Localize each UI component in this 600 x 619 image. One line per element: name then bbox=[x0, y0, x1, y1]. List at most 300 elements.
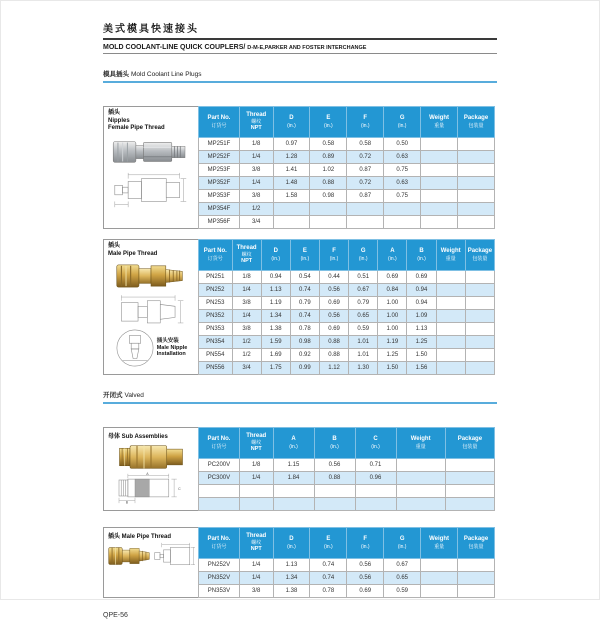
column-header-line: (in.) bbox=[388, 255, 397, 262]
column-header-line: (in.) bbox=[287, 543, 296, 550]
table-cell bbox=[465, 310, 494, 323]
table-cell bbox=[465, 336, 494, 349]
table-cell: 0.50 bbox=[384, 138, 421, 151]
male-pipe-image-cell bbox=[103, 239, 198, 375]
table-cell: 1.00 bbox=[378, 310, 407, 323]
table-cell: 0.69 bbox=[378, 271, 407, 284]
table-cell bbox=[458, 151, 495, 164]
table-cell: 0.63 bbox=[384, 177, 421, 190]
column-header-line: 订货号 bbox=[211, 443, 227, 450]
column-header-line: 订货号 bbox=[207, 255, 223, 262]
table-cell bbox=[421, 151, 458, 164]
table-cell: 1.59 bbox=[261, 336, 290, 349]
table-cell: 0.67 bbox=[349, 284, 378, 297]
table-cell: 0.59 bbox=[349, 323, 378, 336]
male-plug-photo bbox=[114, 260, 188, 292]
column-header-line: F bbox=[363, 115, 368, 122]
column-header-line: Thread bbox=[246, 532, 267, 539]
column-header-line: 螺纹 bbox=[241, 252, 252, 259]
table-cell bbox=[436, 284, 465, 297]
table-row bbox=[199, 310, 495, 323]
svg-text:B: B bbox=[125, 500, 129, 505]
table-cell: 0.56 bbox=[319, 310, 348, 323]
table-cell: 0.56 bbox=[314, 459, 355, 472]
table-cell bbox=[310, 216, 347, 229]
table-cell: 0.94 bbox=[407, 284, 436, 297]
table-cell: 0.51 bbox=[349, 271, 378, 284]
table-cell bbox=[465, 362, 494, 375]
table-cell bbox=[396, 485, 445, 498]
table-cell: 1.38 bbox=[273, 585, 310, 598]
table-cell: 1.56 bbox=[407, 362, 436, 375]
table-cell bbox=[465, 284, 494, 297]
table-cell: 0.98 bbox=[290, 336, 319, 349]
column-header-line: 重量 bbox=[445, 255, 456, 262]
sub-assemblies-image-cell bbox=[103, 427, 198, 511]
table-row bbox=[199, 151, 495, 164]
column-header-line: Part No. bbox=[207, 115, 231, 122]
table-cell: 0.69 bbox=[347, 585, 384, 598]
table-cell bbox=[355, 485, 396, 498]
male-plug-diagram bbox=[114, 293, 188, 327]
subtitle-divider bbox=[103, 53, 497, 54]
table-cell: PN253 bbox=[199, 297, 233, 310]
column-header-line: G bbox=[360, 248, 366, 255]
table-cell: 1.02 bbox=[310, 164, 347, 177]
table-row bbox=[199, 572, 495, 585]
table-cell: 3/4 bbox=[239, 216, 273, 229]
table-cell bbox=[458, 164, 495, 177]
column-header-line: G bbox=[399, 536, 405, 543]
column-header bbox=[436, 240, 465, 271]
column-header-line: 螺纹 bbox=[251, 119, 262, 126]
table-cell: 3/4 bbox=[232, 362, 261, 375]
table-cell: 0.67 bbox=[384, 559, 421, 572]
table-cell: 1.58 bbox=[273, 190, 310, 203]
table-cell: 0.72 bbox=[347, 151, 384, 164]
table-cell: 1.25 bbox=[407, 336, 436, 349]
page-number: QPE-56 bbox=[103, 612, 128, 619]
section-heading-valved bbox=[103, 390, 497, 399]
column-header bbox=[349, 240, 378, 271]
table-cell: 0.84 bbox=[378, 284, 407, 297]
table-cell: 0.94 bbox=[261, 271, 290, 284]
table-cell bbox=[421, 572, 458, 585]
table-row bbox=[199, 284, 495, 297]
installation-row bbox=[115, 328, 188, 368]
table-cell bbox=[436, 336, 465, 349]
column-header-line: A bbox=[291, 436, 296, 443]
table-cell: 1/8 bbox=[239, 138, 273, 151]
table-cell: 1/2 bbox=[232, 336, 261, 349]
valved-plug-photo bbox=[107, 544, 151, 568]
column-header-line: (in.) bbox=[330, 443, 339, 450]
column-header bbox=[199, 107, 240, 138]
table-cell bbox=[458, 138, 495, 151]
header-row bbox=[199, 428, 495, 459]
column-header-line: (in.) bbox=[417, 255, 426, 262]
column-header-line: Weight bbox=[410, 436, 431, 443]
table-cell bbox=[436, 271, 465, 284]
table-cell: 0.56 bbox=[347, 559, 384, 572]
table-cell bbox=[436, 310, 465, 323]
table-row bbox=[199, 485, 495, 498]
column-header-line: NPT bbox=[250, 125, 262, 132]
table-row bbox=[199, 216, 495, 229]
table-cell: 1.13 bbox=[273, 559, 310, 572]
column-header bbox=[239, 107, 273, 138]
column-header bbox=[347, 528, 384, 559]
table-cell bbox=[347, 203, 384, 216]
table-cell bbox=[314, 498, 355, 511]
column-header-line: (in.) bbox=[324, 543, 333, 550]
column-header bbox=[421, 528, 458, 559]
section-divider bbox=[103, 81, 497, 83]
column-header bbox=[310, 528, 347, 559]
table-cell: PN252 bbox=[199, 284, 233, 297]
label-line: 插头 Male Pipe Thread bbox=[108, 534, 172, 540]
table-cell bbox=[421, 138, 458, 151]
table-cell bbox=[421, 177, 458, 190]
column-header-line: NPT bbox=[250, 446, 262, 453]
table-cell: 1.00 bbox=[378, 323, 407, 336]
column-header bbox=[310, 107, 347, 138]
page-subtitle-secondary: D-M-E,PARKER AND FOSTER INTERCHANGE bbox=[247, 45, 367, 51]
column-header-line: 订货号 bbox=[211, 122, 227, 129]
table-cell: 1/2 bbox=[232, 349, 261, 362]
column-header-line: F bbox=[363, 536, 368, 543]
section-heading-en: Valved bbox=[124, 392, 144, 399]
column-header-line: Part No. bbox=[207, 536, 231, 543]
column-header-line: NPT bbox=[241, 258, 253, 265]
header-row bbox=[199, 528, 495, 559]
column-header-line: 包装量 bbox=[472, 255, 488, 262]
section-divider bbox=[103, 402, 497, 404]
table-cell: MP251F bbox=[199, 138, 240, 151]
table-cell: PC300V bbox=[199, 472, 240, 485]
column-header-line: Weight bbox=[440, 248, 461, 255]
table-cell: 1.15 bbox=[273, 459, 314, 472]
column-header bbox=[239, 428, 273, 459]
table-row bbox=[199, 138, 495, 151]
column-header-line: 螺纹 bbox=[251, 440, 262, 447]
product-block-sub-assemblies bbox=[103, 427, 497, 511]
table-cell: 1.48 bbox=[273, 177, 310, 190]
table-cell: MP356F bbox=[199, 216, 240, 229]
table-cell: MP352F bbox=[199, 177, 240, 190]
table-cell: 0.74 bbox=[290, 284, 319, 297]
table-cell: 1.28 bbox=[273, 151, 310, 164]
table-cell: 1.30 bbox=[349, 362, 378, 375]
table-cell: 0.69 bbox=[319, 297, 348, 310]
table-cell bbox=[384, 216, 421, 229]
table-cell: 1.00 bbox=[378, 297, 407, 310]
column-header-line: G bbox=[399, 115, 405, 122]
table-cell: 1.34 bbox=[261, 310, 290, 323]
column-header bbox=[384, 107, 421, 138]
column-header-line: 包装量 bbox=[462, 443, 478, 450]
table-cell bbox=[465, 297, 494, 310]
table-cell bbox=[355, 498, 396, 511]
table-cell: 3/8 bbox=[232, 323, 261, 336]
column-header-line: (in.) bbox=[397, 543, 407, 550]
table-row bbox=[199, 297, 495, 310]
table-cell: 0.72 bbox=[347, 177, 384, 190]
table-cell: 1.19 bbox=[261, 297, 290, 310]
table-cell bbox=[396, 459, 445, 472]
column-header-line: F bbox=[332, 248, 336, 255]
table-cell bbox=[421, 190, 458, 203]
table-cell: 0.94 bbox=[407, 297, 436, 310]
table-cell: 1.13 bbox=[261, 284, 290, 297]
table-cell: 1/8 bbox=[239, 459, 273, 472]
column-header-line: (in.) bbox=[360, 122, 370, 129]
table-row bbox=[199, 203, 495, 216]
table-cell: 0.79 bbox=[349, 297, 378, 310]
table-cell bbox=[458, 177, 495, 190]
column-header-line: 包装量 bbox=[468, 122, 484, 129]
column-header bbox=[290, 240, 319, 271]
column-header bbox=[199, 240, 233, 271]
section-heading-zh: 模具插头 bbox=[103, 71, 129, 78]
label-line: Installation bbox=[156, 351, 186, 358]
column-header-line: (in.) bbox=[329, 255, 339, 262]
table-cell: 0.74 bbox=[290, 310, 319, 323]
table-cell: 0.58 bbox=[310, 138, 347, 151]
table-cell: 1.09 bbox=[407, 310, 436, 323]
table-cell: 1.19 bbox=[378, 336, 407, 349]
table-cell: 1/4 bbox=[239, 472, 273, 485]
table-cell bbox=[347, 216, 384, 229]
table-cell: 1/8 bbox=[232, 271, 261, 284]
table-cell: 0.75 bbox=[384, 164, 421, 177]
table-cell: 0.88 bbox=[319, 349, 348, 362]
table-cell: 0.54 bbox=[290, 271, 319, 284]
table-cell bbox=[239, 498, 273, 511]
table-row bbox=[199, 472, 495, 485]
label-line: 母体 Sub Assemblies bbox=[108, 434, 168, 440]
table-cell bbox=[445, 498, 494, 511]
column-header bbox=[355, 428, 396, 459]
column-header-line: 重量 bbox=[434, 543, 445, 550]
table-cell bbox=[458, 585, 495, 598]
male-pipe-label bbox=[108, 243, 157, 258]
table-cell bbox=[458, 216, 495, 229]
table-row bbox=[199, 362, 495, 375]
table-cell: 0.71 bbox=[355, 459, 396, 472]
column-header-line: Package bbox=[463, 536, 489, 543]
svg-text:A: A bbox=[146, 472, 149, 477]
column-header-line: (in.) bbox=[358, 255, 368, 262]
table-cell: 1.69 bbox=[261, 349, 290, 362]
nipple-photo bbox=[111, 135, 191, 169]
table-cell bbox=[458, 572, 495, 585]
table-cell bbox=[199, 498, 240, 511]
column-header bbox=[458, 528, 495, 559]
table-cell: MP252F bbox=[199, 151, 240, 164]
column-header-line: Thread bbox=[246, 432, 267, 439]
table-row bbox=[199, 559, 495, 572]
table-cell: PC200V bbox=[199, 459, 240, 472]
column-header bbox=[199, 428, 240, 459]
table-cell bbox=[465, 271, 494, 284]
table-cell bbox=[445, 459, 494, 472]
table-cell bbox=[310, 203, 347, 216]
table-cell bbox=[273, 498, 314, 511]
column-header-line: (in.) bbox=[289, 443, 298, 450]
table-cell: 1/4 bbox=[232, 310, 261, 323]
table-cell bbox=[445, 472, 494, 485]
table-cell bbox=[396, 472, 445, 485]
table-cell: 0.88 bbox=[319, 336, 348, 349]
table-cell bbox=[273, 485, 314, 498]
table-cell: 0.87 bbox=[347, 164, 384, 177]
column-header-line: (in.) bbox=[371, 443, 380, 450]
column-header-line: (in.) bbox=[271, 255, 281, 262]
table-cell: PN352 bbox=[199, 310, 233, 323]
table-cell: 0.75 bbox=[384, 190, 421, 203]
table-cell: 0.65 bbox=[349, 310, 378, 323]
table-cell: PN353V bbox=[199, 585, 240, 598]
table-cell: 1.01 bbox=[349, 336, 378, 349]
column-header-line: D bbox=[289, 115, 294, 122]
page-title: 美式模具快速接头 bbox=[103, 24, 199, 35]
column-header-line: Thread bbox=[236, 244, 257, 251]
table-cell: 3/8 bbox=[239, 585, 273, 598]
table-cell: PN556 bbox=[199, 362, 233, 375]
page-subtitle-main: MOLD COOLANT-LINE QUICK COUPLERS/ bbox=[103, 44, 246, 51]
column-header bbox=[347, 107, 384, 138]
column-header bbox=[232, 240, 261, 271]
column-header-line: Package bbox=[463, 115, 489, 122]
table-cell: 0.58 bbox=[347, 138, 384, 151]
table-cell bbox=[314, 485, 355, 498]
table-cell: PN352V bbox=[199, 572, 240, 585]
male-pipe-table bbox=[198, 239, 495, 375]
table-cell: 1.41 bbox=[273, 164, 310, 177]
table-cell bbox=[421, 203, 458, 216]
column-header-line: Package bbox=[467, 248, 493, 255]
column-header bbox=[199, 528, 240, 559]
table-cell: 0.89 bbox=[310, 151, 347, 164]
table-cell: 0.98 bbox=[310, 190, 347, 203]
table-cell bbox=[421, 164, 458, 177]
valved-male-label bbox=[108, 531, 171, 540]
column-header-line: D bbox=[289, 536, 294, 543]
table-cell: 0.87 bbox=[347, 190, 384, 203]
table-cell: 0.99 bbox=[290, 362, 319, 375]
table-cell bbox=[421, 585, 458, 598]
column-header bbox=[445, 428, 494, 459]
column-header-line: (in.) bbox=[300, 255, 310, 262]
nipples-image-cell bbox=[103, 106, 198, 229]
product-block-valved-male bbox=[103, 527, 497, 598]
sub-assemblies-table bbox=[198, 427, 495, 511]
table-cell bbox=[239, 485, 273, 498]
table-cell: 0.44 bbox=[319, 271, 348, 284]
table-cell bbox=[458, 559, 495, 572]
column-header-line: E bbox=[326, 536, 331, 543]
table-cell bbox=[436, 349, 465, 362]
column-header-line: C bbox=[373, 436, 378, 443]
section-heading-zh: 开闭式 bbox=[103, 392, 123, 399]
column-header bbox=[396, 428, 445, 459]
column-header-line: 重量 bbox=[415, 443, 426, 450]
title-divider bbox=[103, 38, 497, 40]
table-cell: 0.74 bbox=[310, 559, 347, 572]
table-cell: 1/4 bbox=[239, 559, 273, 572]
table-cell: PN353 bbox=[199, 323, 233, 336]
column-header-line: (in.) bbox=[287, 122, 296, 129]
table-cell: 0.78 bbox=[310, 585, 347, 598]
column-header-line: 螺纹 bbox=[251, 540, 262, 547]
column-header bbox=[319, 240, 348, 271]
product-block-nipples bbox=[103, 106, 497, 229]
table-cell: 0.88 bbox=[310, 177, 347, 190]
table-cell: PN252V bbox=[199, 559, 240, 572]
table-cell bbox=[445, 485, 494, 498]
table-cell: MP253F bbox=[199, 164, 240, 177]
table-cell: 0.69 bbox=[319, 323, 348, 336]
label-line: Female Pipe Thread bbox=[108, 125, 165, 131]
table-cell: 0.56 bbox=[347, 572, 384, 585]
table-cell bbox=[273, 203, 310, 216]
column-header-line: E bbox=[302, 248, 307, 255]
table-cell: 0.74 bbox=[310, 572, 347, 585]
table-row bbox=[199, 585, 495, 598]
table-row bbox=[199, 190, 495, 203]
table-row bbox=[199, 323, 495, 336]
table-cell: 0.88 bbox=[314, 472, 355, 485]
column-header-line: A bbox=[390, 248, 395, 255]
column-header bbox=[458, 107, 495, 138]
table-cell: 0.97 bbox=[273, 138, 310, 151]
table-cell: 0.69 bbox=[407, 271, 436, 284]
table-row bbox=[199, 271, 495, 284]
sub-assemblies-label bbox=[108, 431, 168, 440]
column-header-line: B bbox=[332, 436, 337, 443]
label-line: Male Pipe Thread bbox=[108, 250, 158, 257]
table-cell: 0.78 bbox=[290, 323, 319, 336]
table-cell: PN354 bbox=[199, 336, 233, 349]
table-cell bbox=[465, 349, 494, 362]
column-header bbox=[239, 528, 273, 559]
nipple-diagram bbox=[111, 170, 191, 212]
product-block-male-pipe bbox=[103, 239, 497, 375]
column-header bbox=[273, 428, 314, 459]
table-cell: 3/8 bbox=[232, 297, 261, 310]
table-cell: 1.12 bbox=[319, 362, 348, 375]
table-cell: 1/4 bbox=[239, 572, 273, 585]
page-content bbox=[103, 20, 497, 619]
table-cell: 1.13 bbox=[407, 323, 436, 336]
page-subtitle bbox=[103, 44, 497, 51]
table-cell: 3/8 bbox=[239, 164, 273, 177]
table-cell: MP354F bbox=[199, 203, 240, 216]
table-cell: 1.50 bbox=[407, 349, 436, 362]
column-header-line: Weight bbox=[429, 536, 450, 543]
table-cell bbox=[199, 485, 240, 498]
table-row bbox=[199, 336, 495, 349]
table-cell: 1.84 bbox=[273, 472, 314, 485]
table-cell bbox=[396, 498, 445, 511]
table-cell: 1/2 bbox=[239, 203, 273, 216]
table-cell: 3/8 bbox=[239, 190, 273, 203]
label-line: Male Nipple bbox=[156, 344, 188, 351]
table-cell: 0.65 bbox=[384, 572, 421, 585]
column-header-line: E bbox=[326, 115, 331, 122]
label-line: Nipples bbox=[108, 117, 130, 124]
